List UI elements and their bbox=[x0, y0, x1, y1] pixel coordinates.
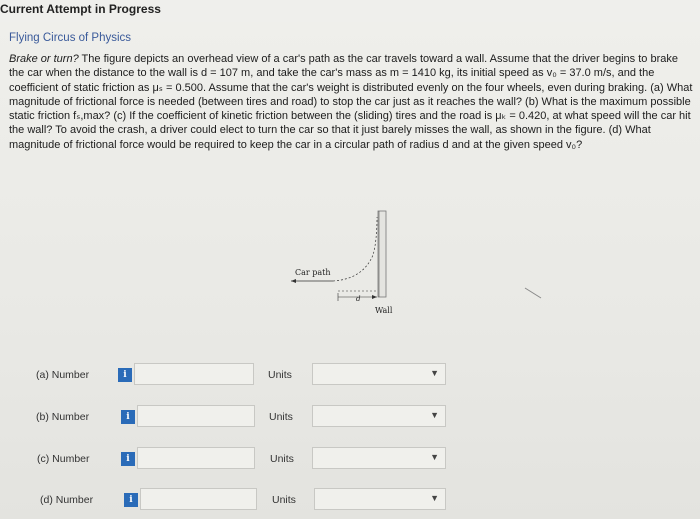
d-arrowhead bbox=[372, 295, 377, 299]
answer-b-units-select[interactable] bbox=[312, 405, 446, 427]
answer-d-units-label: Units bbox=[272, 494, 296, 506]
cursor-mark bbox=[523, 287, 543, 299]
source-title: Flying Circus of Physics bbox=[9, 32, 132, 44]
problem-lead: Brake or turn? bbox=[9, 53, 79, 65]
wall-label: Wall bbox=[375, 306, 393, 315]
answer-a-info-icon[interactable]: i bbox=[118, 368, 132, 382]
answer-c-units-label: Units bbox=[270, 453, 294, 465]
car-path-label: Car path bbox=[295, 268, 331, 277]
answer-d-info-icon[interactable]: i bbox=[124, 493, 138, 507]
figure-drawing bbox=[283, 203, 453, 323]
answer-a-label: (a) Number bbox=[36, 369, 90, 381]
chevron-down-icon: ▼ bbox=[430, 493, 439, 503]
header-bar bbox=[0, 0, 700, 22]
answer-d-number-input[interactable] bbox=[140, 488, 257, 510]
answer-d-units-select[interactable] bbox=[314, 488, 446, 510]
answer-b-info-icon[interactable]: i bbox=[121, 410, 135, 424]
problem-body: The figure depicts an overhead view of a car's path as the car travels toward a wall. Assume that the driver begins to brake the car when the distance to the wall is d = 107 m, and take the car's mass as m = 1410 kg, its initial speed as v₀ = 37.0 m/s, and the coefficient of static friction as μₛ = 0.500. Assume that the car's weight is distributed evenly on the four wheels, even during braking. (a) What magnitude of frictional force is needed (between tires and road) to stop the car just as it reaches the wall? (b) What is the maximum possible static friction fₛ,max? (c) If the coefficient of kinetic friction between the (sliding) tires and the road is μₖ = 0.420, at what speed will the car hit the wall? To avoid the crash, a driver could elect to turn the car so that it just barely misses the wall, as shown in the figure. (d) What magnitude of frictional force would be required to keep the car in a circular path of radius d and at the given speed v₀? bbox=[9, 53, 693, 151]
answer-b-units-label: Units bbox=[269, 411, 293, 423]
d-label: d bbox=[356, 295, 361, 303]
chevron-down-icon: ▼ bbox=[430, 452, 439, 462]
answer-c-label: (c) Number bbox=[37, 453, 90, 465]
problem-text bbox=[9, 52, 693, 152]
car-path-arrow bbox=[291, 279, 296, 283]
page-title: Current Attempt in Progress bbox=[0, 2, 161, 16]
answer-a-units-select[interactable] bbox=[312, 363, 446, 385]
answer-a-number-input[interactable] bbox=[134, 363, 254, 385]
car-path-curve bbox=[333, 217, 377, 281]
answer-c-info-icon[interactable]: i bbox=[121, 452, 135, 466]
answer-b-label: (b) Number bbox=[36, 411, 90, 423]
answer-a-units-label: Units bbox=[268, 369, 292, 381]
answer-c-units-select[interactable] bbox=[312, 447, 446, 469]
chevron-down-icon: ▼ bbox=[430, 368, 439, 378]
answer-d-label: (d) Number bbox=[40, 494, 94, 506]
car-path-figure bbox=[283, 203, 453, 323]
answer-b-number-input[interactable] bbox=[137, 405, 255, 427]
chevron-down-icon: ▼ bbox=[430, 410, 439, 420]
answer-c-number-input[interactable] bbox=[137, 447, 255, 469]
